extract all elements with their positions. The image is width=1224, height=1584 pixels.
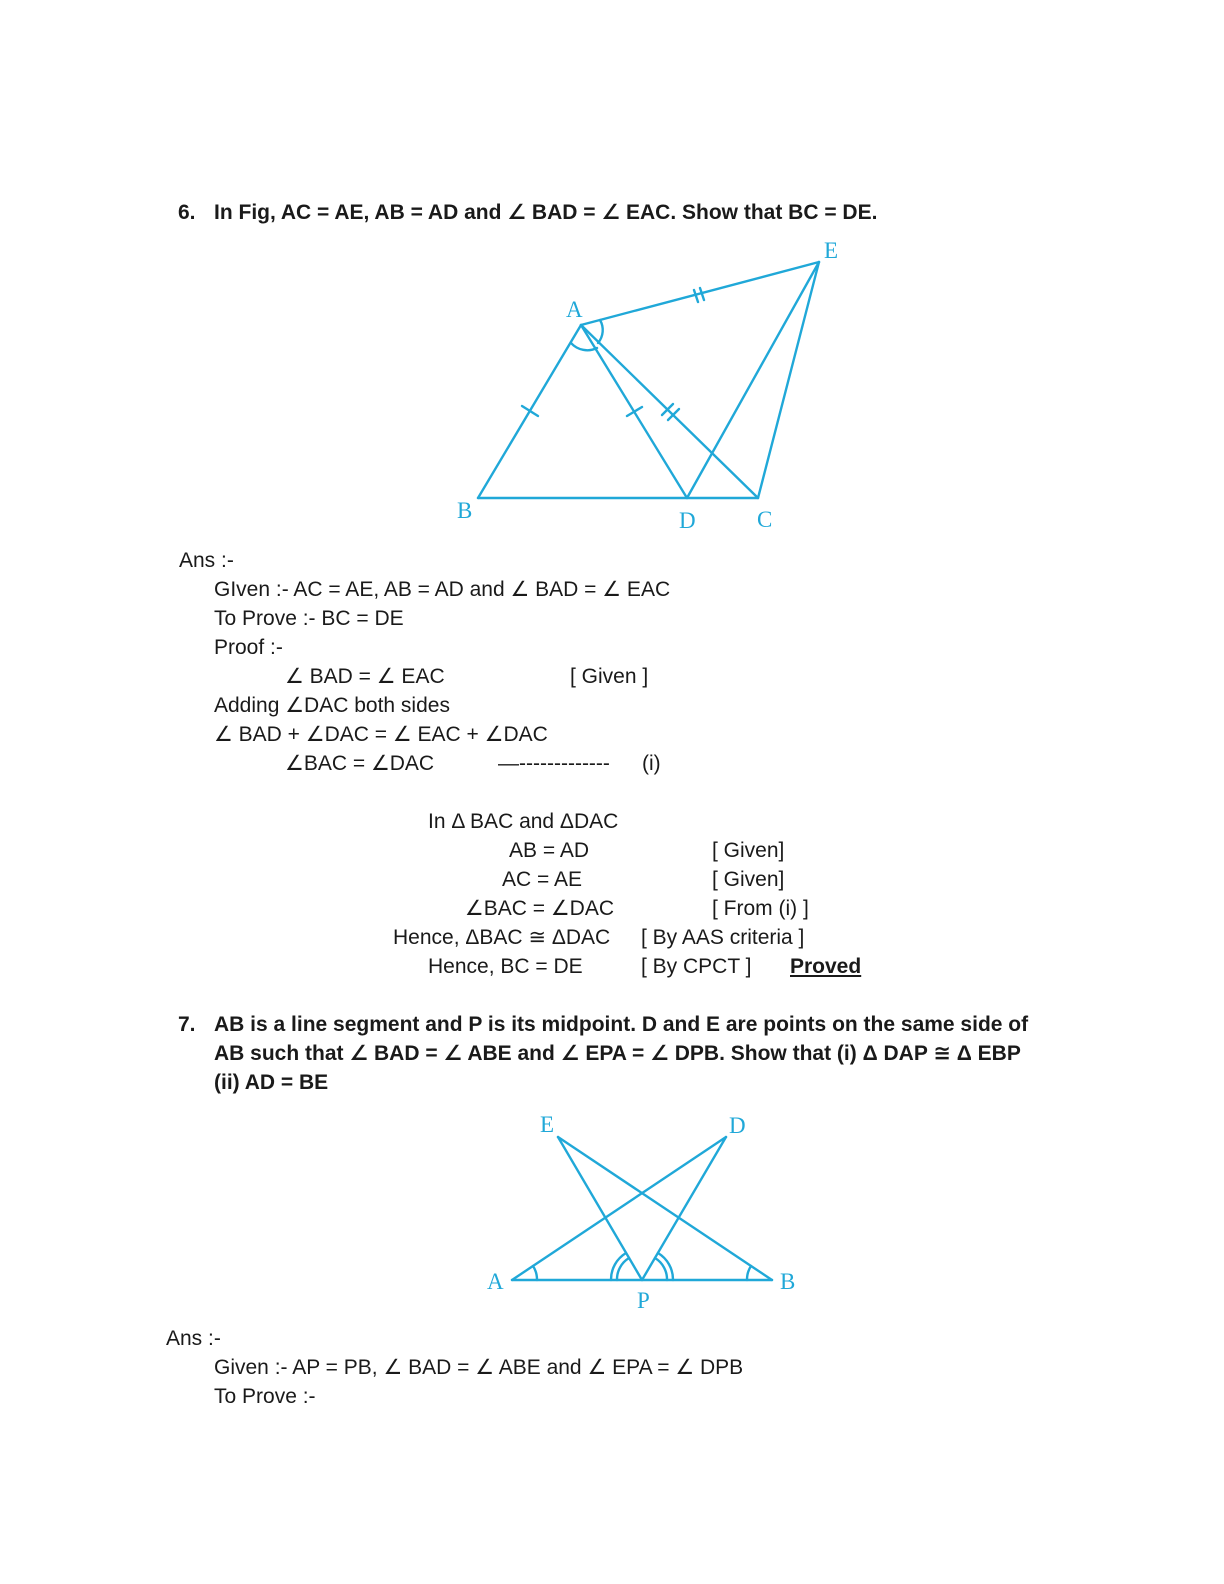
q7-to-prove: To Prove :- (214, 1385, 316, 1408)
q7-ans-label: Ans :- (166, 1327, 221, 1350)
q6-row-stmt: AB = AD (509, 839, 589, 862)
q6-to-prove: To Prove :- BC = DE (214, 607, 404, 630)
q6-step1: ∠ BAD = ∠ EAC (285, 665, 445, 688)
q7-question-line: (ii) AD = BE (214, 1071, 329, 1094)
angle-arc-bad (533, 1266, 537, 1280)
label-a: A (487, 1269, 504, 1294)
q6-number: 6. (178, 201, 196, 224)
angle-arc-dpb-1 (655, 1258, 667, 1280)
q6-row-stmt: AC = AE (502, 868, 582, 891)
q6-step2: ∠ BAD + ∠DAC = ∠ EAC + ∠DAC (214, 723, 548, 746)
angle-arc-epa-2 (611, 1253, 626, 1280)
q6-hence-result: Hence, BC = DE (428, 955, 583, 978)
q6-given: GIven :- AC = AE, AB = AD and ∠ BAD = ∠ EAC (214, 578, 671, 601)
label-a: A (566, 297, 583, 322)
q6-hence-result-reason: [ By CPCT ] (641, 955, 752, 978)
label-e: E (540, 1112, 555, 1137)
q7-given: Given :- AP = PB, ∠ BAD = ∠ ABE and ∠ EPA = ∠ DPB (214, 1356, 744, 1379)
q6-step1-reason: [ Given ] (570, 665, 649, 688)
angle-arc-epa-1 (617, 1258, 629, 1280)
label-p: P (637, 1288, 650, 1313)
q6-hence-congruent: Hence, ΔBAC ≅ ΔDAC (393, 926, 611, 949)
label-b: B (457, 498, 473, 523)
label-d: D (679, 508, 696, 533)
q7-question-line: AB such that ∠ BAD = ∠ ABE and ∠ EPA = ∠ DPB. Show that (i) Δ DAP ≅ Δ EBP (214, 1042, 1021, 1065)
q6-row-stmt: ∠BAC = ∠DAC (464, 897, 614, 920)
label-e: E (824, 238, 839, 263)
q7-number: 7. (178, 1013, 196, 1036)
label-b: B (780, 1269, 796, 1294)
q6-step3: ∠BAC = ∠DAC (285, 752, 435, 775)
q6-row-reason: [ Given] (712, 868, 785, 891)
angle-arc-dpb-2 (658, 1253, 673, 1280)
q6-ans-label: Ans :- (179, 549, 234, 572)
label-c: C (757, 507, 773, 532)
q6-step3-ref: (i) (642, 752, 661, 775)
q6-proved: Proved (790, 955, 862, 978)
q6-step3-dash: —------------- (498, 752, 610, 775)
q6-row-reason: [ From (i) ] (712, 897, 809, 920)
q6-row-reason: [ Given] (712, 839, 785, 862)
label-d: D (729, 1113, 746, 1138)
q6-adding: Adding ∠DAC both sides (214, 694, 450, 717)
angle-arc-abe (747, 1266, 751, 1280)
q6-hence-congruent-reason: [ By AAS criteria ] (641, 926, 805, 949)
q7-question-line: AB is a line segment and P is its midpoint. D and E are points on the same side of (214, 1013, 1029, 1036)
q6-in-triangles: In Δ BAC and ΔDAC (428, 810, 619, 833)
q6-question: In Fig, AC = AE, AB = AD and ∠ BAD = ∠ EAC. Show that BC = DE. (214, 201, 878, 224)
q6-proof-label: Proof :- (214, 636, 283, 659)
